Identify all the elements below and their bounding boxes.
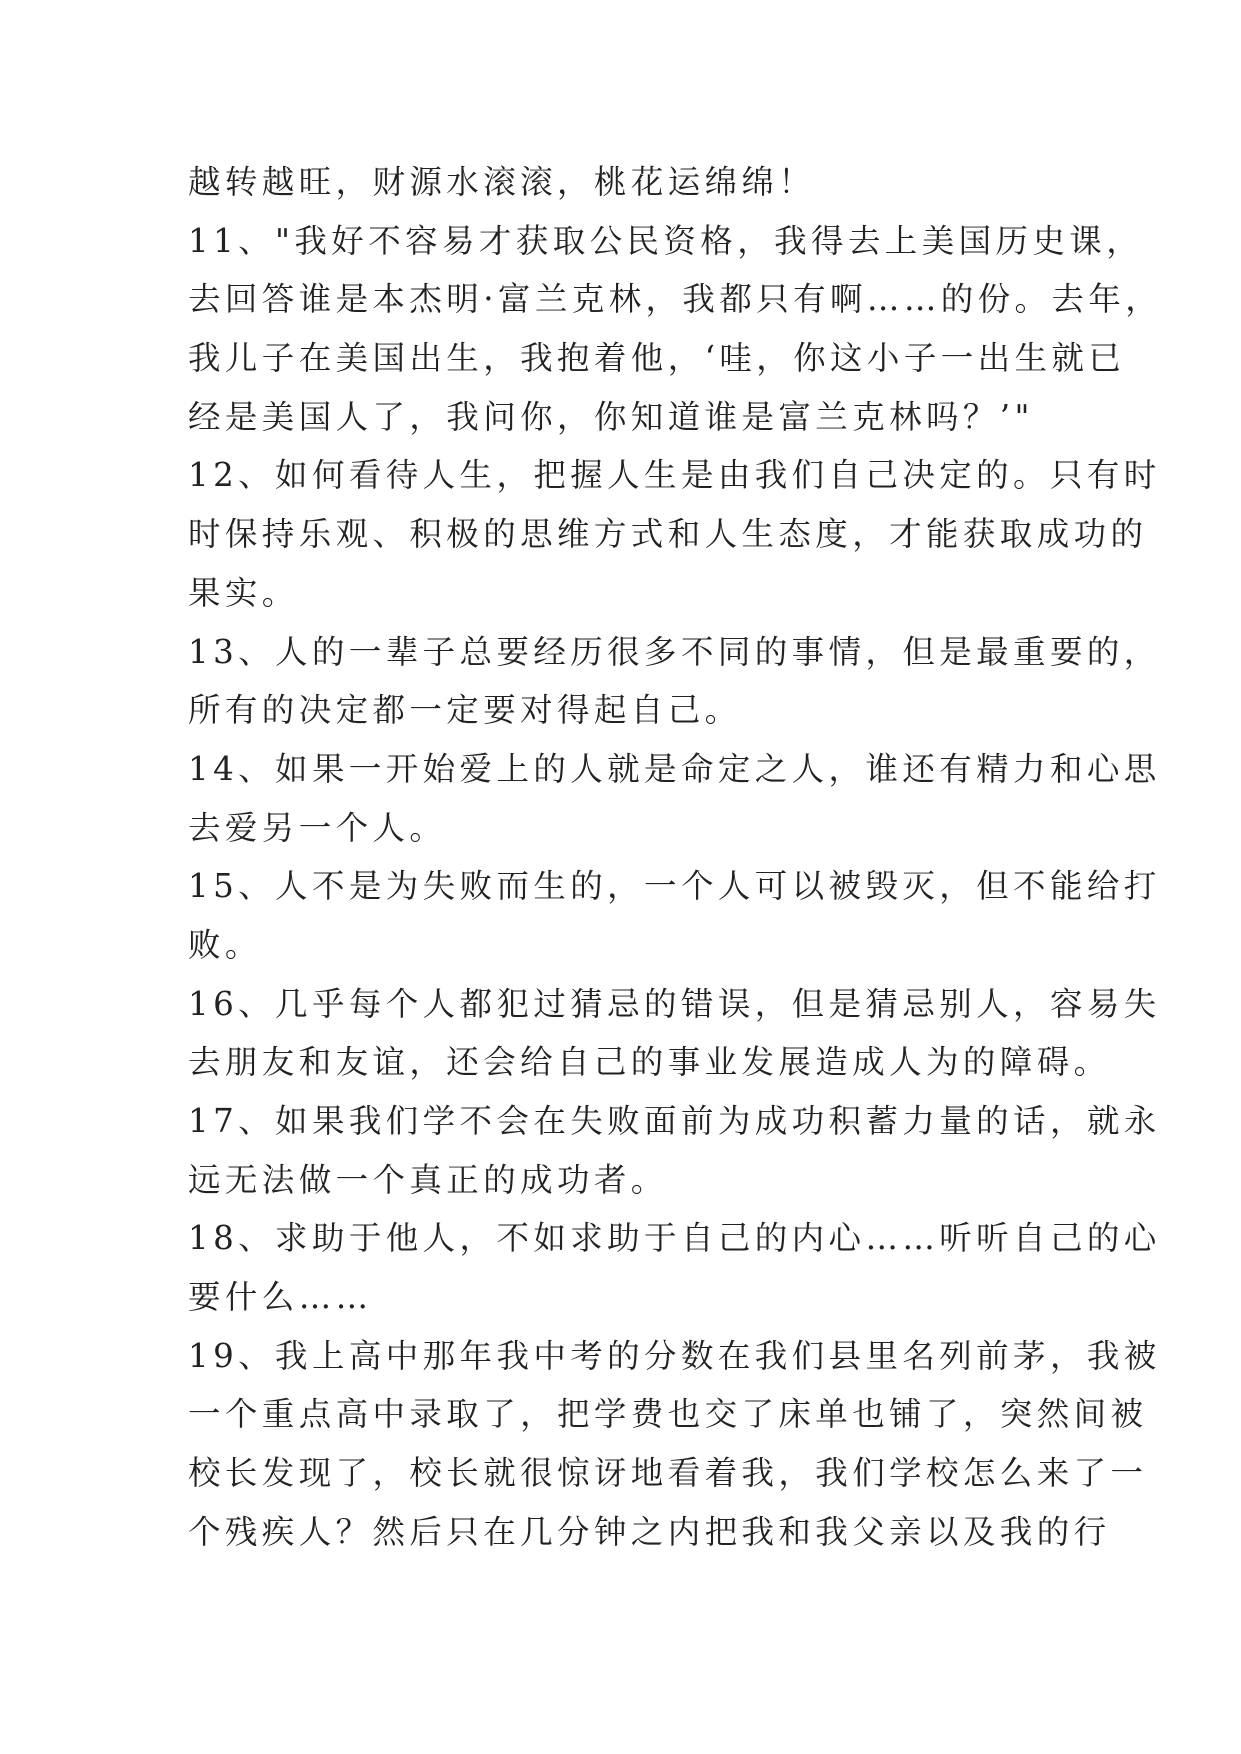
text-line: 16、几乎每个人都犯过猜忌的错误，但是猜忌别人，容易失 [188,984,1161,1023]
text-line: 17、如果我们学不会在失败面前为成功积蓄力量的话，就永 [188,1102,1161,1140]
text-line: 所有的决定都一定要对得起自己。 [188,691,742,730]
text-line: 果实。 [188,573,299,612]
text-line: 去爱另一个人。 [188,808,447,847]
body-text [188,153,1163,1562]
text-line: 经是美国人了，我问你，你知道谁是富兰克林吗？’" [188,397,1034,436]
text-line: 15、人不是为失败而生的，一个人可以被毁灭，但不能给打 [188,867,1161,906]
text-line: 远无法做一个真正的成功者。 [188,1160,668,1199]
text-line: 我儿子在美国出生，我抱着他，‘哇，你这小子一出生就已 [188,339,1126,378]
text-line: 败。 [188,925,262,964]
text-line: 要什么…… [188,1278,373,1317]
text-line: 一个重点高中录取了，把学费也交了床单也铺了，突然间被 [188,1395,1148,1434]
text-line: 19、我上高中那年我中考的分数在我们县里名列前茅，我被 [188,1336,1161,1375]
text-line: 时保持乐观、积极的思维方式和人生态度，才能获取成功的 [188,515,1148,554]
text-line: 去回答谁是本杰明·富兰克林，我都只有啊……的份。去年， [188,280,1163,319]
text-line: 越转越旺，财源水滚滚，桃花运绵绵！ [188,163,816,201]
text-line: 11、"我好不容易才获取公民资格，我得去上美国历史课， [188,221,1144,260]
text-line: 校长发现了，校长就很惊讶地看着我，我们学校怎么来了一 [188,1454,1148,1493]
text-line: 18、求助于他人，不如求助于自己的内心……听听自己的心 [188,1219,1161,1258]
text-line: 个残疾人？然后只在几分钟之内把我和我父亲以及我的行 [188,1512,1111,1551]
text-line: 13、人的一辈子总要经历很多不同的事情，但是最重要的， [188,632,1161,671]
text-line: 14、如果一开始爱上的人就是命定之人，谁还有精力和心思 [188,749,1161,788]
text-line: 去朋友和友谊，还会给自己的事业发展造成人为的障碍。 [188,1043,1111,1082]
text-line: 12、如何看待人生，把握人生是由我们自己决定的。只有时 [188,456,1161,495]
